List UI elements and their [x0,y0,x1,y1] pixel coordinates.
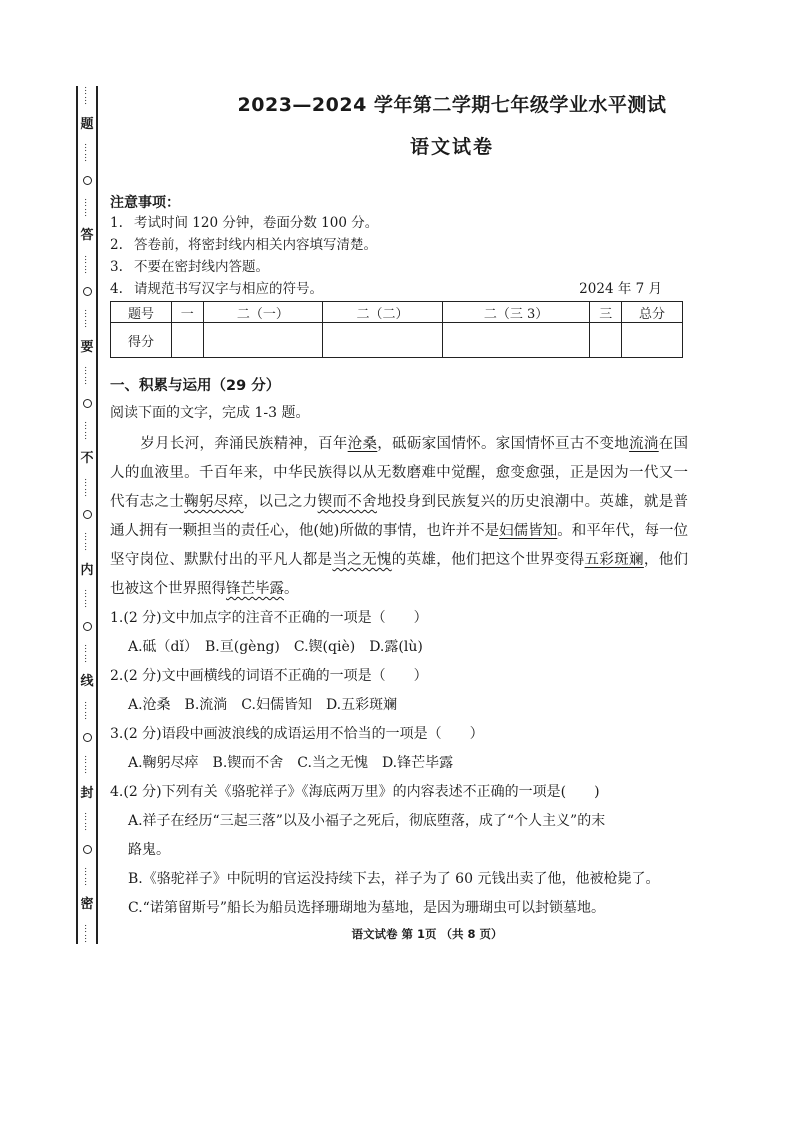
binding-dots: …… [82,866,92,887]
passage-text: 地投身到民族复兴的历史浪潮中。英雄，就是普通人拥有一颗担当的责任心，他(她)所做的事情，也许并不是 [110,494,689,539]
binding-dots: …… [82,643,92,664]
passage-text: 在国人的血液里。千百年来，中华民族得以从无数磨难中觉醒，愈变愈强，正是因为一代又一代有志之士 [110,436,689,510]
binding-circle [83,733,92,742]
passage-text: 的英雄，他们把这个世界变得 [391,552,585,568]
binding-char: 封 [80,785,94,801]
reading-instruction: 阅读下面的文字，完成 1-3 题。 [110,405,310,421]
score-cell[interactable] [622,323,683,358]
binding-dots: …… [82,197,92,218]
question-options: A.鞠躬尽瘁 B.锲而不舍 C.当之无愧 D.锋芒毕露 [128,755,454,771]
score-table-header: 二（二） [323,302,443,323]
binding-dots: …… [82,366,92,387]
notes-item [110,212,690,234]
section-heading: 一、积累与运用（29 分） [110,378,281,394]
binding-dots: …… [82,309,92,329]
notes-item [110,256,690,278]
binding-dots: …… [82,143,92,164]
reading-passage [110,430,688,604]
question-options: A.沧桑 B.流淌 C.妇儒皆知 D.五彩斑斓 [128,697,398,713]
score-table-header: 二（一） [203,302,323,323]
question-option-line: C.“诺第留斯号”船长为船员选择珊瑚地为墓地，是因为珊瑚虫可以封锁墓地。 [128,900,605,916]
score-row-label: 得分 [111,323,172,358]
wavy-underlined-idiom: 锲而不舍 [317,494,377,510]
binding-circle [83,176,92,185]
score-table-score-row [111,323,683,358]
underlined-word: 妇儒皆知 [499,523,558,539]
binding-dots: …… [82,812,92,833]
binding-circle [83,845,92,854]
question-option-line: A.祥子在经历“三起三落”以及小福子之死后，彻底堕落，成了“个人主义”的末 [128,813,606,829]
notes-item-text: 请规范书写汉字与相应的符号。 [134,281,323,297]
binding-dots: …… [82,86,92,106]
binding-dots: …… [82,477,92,498]
score-table-header: 三 [590,302,622,323]
underlined-word: 流淌 [629,436,659,452]
score-cell[interactable] [442,323,590,358]
notes-item-number: 4. [110,281,123,297]
binding-border-left [76,86,78,944]
underlined-word: 沧桑 [347,436,378,452]
binding-circle [83,622,92,631]
question-options: A.砥（dǐ） B.亘(gèng) C.锲(qiè) D.露(lù) [128,639,423,655]
score-table [110,301,683,358]
binding-dots: …… [82,589,92,610]
passage-text: ，砥砺家国情怀。家国情怀亘古不变地 [377,436,630,452]
passage-text: ，他们也被这个世界照得 [110,552,689,597]
score-cell[interactable] [171,323,203,358]
binding-char: 题 [80,116,94,132]
notes-item-number: 3. [110,259,123,275]
score-cell[interactable] [203,323,323,358]
exam-subtitle: 语文试卷 [409,136,494,158]
binding-circle [83,510,92,519]
underlined-word: 五彩斑斓 [584,552,644,568]
wavy-underlined-idiom: 当之无愧 [332,552,392,568]
question-option-line: B.《骆驼祥子》中阮明的官运没持续下去，祥子为了 60 元钱出卖了他，他被枪毙了。 [128,871,660,887]
question-list [110,604,690,923]
question-stem: 4.(2 分)下列有关《骆驼祥子》《海底两万里》的内容表述不正确的一项是( ) [110,784,600,800]
question-stem: 2.(2 分)文中画横线的词语不正确的一项是（ ） [110,668,428,684]
binding-char: 内 [80,562,94,578]
binding-char: 答 [80,228,94,244]
seal-line-text [80,86,94,944]
question-stem: 3.(2 分)语段中画波浪线的成语运用不恰当的一项是（ ） [110,726,484,742]
notes-item-number: 1. [110,215,123,231]
binding-dots: …… [82,923,92,944]
exam-title: 2023—2024 学年第二学期七年级学业水平测试 [237,94,667,116]
score-table-header-row [111,302,683,323]
question-stem: 1.(2 分)文中加点字的注音不正确的一项是（ ） [110,610,428,626]
exam-date: 2024 年 7 月 [579,281,662,297]
seal-binding-line [72,86,102,944]
notes-list [110,212,690,300]
binding-dots: …… [82,254,92,275]
notes-item-text: 不要在密封线内答题。 [134,259,269,275]
notes-heading: 注意事项： [110,195,180,211]
score-table-header: 一 [171,302,203,323]
page-footer: 语文试卷 第 1页 （共 8 页） [351,927,503,941]
notes-item [110,234,690,256]
binding-dots: …… [82,700,92,721]
score-cell[interactable] [590,323,622,358]
binding-circle [83,399,92,408]
passage-text: 。 [284,581,299,597]
notes-item-number: 2. [110,237,123,253]
score-table-header: 题号 [111,302,172,323]
score-table-header: 二（三 3） [442,302,590,323]
wavy-underlined-idiom: 鞠躬尽瘁 [184,494,244,510]
binding-dots: …… [82,420,92,441]
binding-border-right [96,86,98,944]
binding-dots: …… [82,755,92,775]
binding-char: 密 [80,897,94,913]
score-table-header: 总分 [622,302,683,323]
passage-text: ，以己之力 [243,494,318,510]
binding-char: 要 [80,339,94,355]
passage-text: 。和平年代，每一位坚守岗位、默默付出的平凡人都是 [110,523,689,568]
binding-circle [83,287,92,296]
binding-char: 不 [80,451,94,467]
binding-char: 线 [80,674,94,690]
binding-dots: …… [82,532,92,552]
passage-text: 岁月长河，奔涌民族精神，百年 [140,436,348,452]
notes-item-text: 答卷前，将密封线内相关内容填写清楚。 [134,237,377,253]
score-cell[interactable] [323,323,443,358]
notes-item-text: 考试时间 120 分钟，卷面分数 100 分。 [134,215,379,231]
question-option-line: 路鬼。 [128,842,170,858]
wavy-underlined-idiom: 锋芒毕露 [226,581,284,597]
